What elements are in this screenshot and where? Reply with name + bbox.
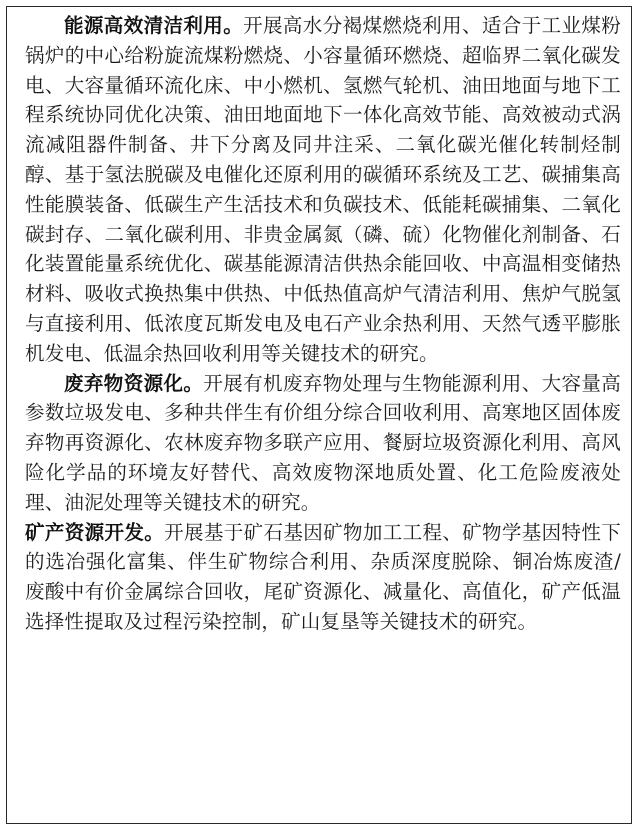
paragraph-heading-mineral: 矿产资源开发。 [25,520,165,544]
paragraph-waste [25,369,621,518]
bordered-text-box [6,6,632,824]
paragraph-mineral [25,518,621,637]
paragraph-body-waste: 开展有机废弃物处理与生物能源利用、大容量高参数垃圾发电、多种共伴生有价组分综合回收利用、高寒地区固体废弃物再资源化、农林废弃物多联产应用、餐厨垃圾资源化利用、高风险化学品的环境友好替代、高效废物深地质处置、化工危险废液处理、油泥处理等关键技术的研究。 [25,371,622,514]
document-body [25,11,621,637]
paragraph-energy [25,11,621,369]
paragraph-heading-energy: 能源高效清洁利用。 [64,14,244,37]
paragraph-body-energy: 开展高水分褐煤燃烧利用、适合于工业煤粉锅炉的中心给粉旋流煤粉燃烧、小容量循环燃烧、超临界二氧化碳发电、大容量循环流化床、中小燃机、氢燃气轮机、油田地面与地下工程系统协同优化决策、油田地面地下一体化高效节能、高效被动式涡流减阻器件制备、井下分离及同井注采、二氧化碳光催化转制烃制醇、基于氢法脱碳及电催化还原利用的碳循环系统及工艺、碳捕集高性能膜装备、低碳生产生活技术和负碳技术、低能耗碳捕集、二氧化碳封存、二氧化碳利用、非贵金属氮（磷、硫）化物催化剂制备、石化装置能量系统优化、碳基能源清洁供热余能回收、中高温相变储热材料、吸收式换热集中供热、中低热值高炉气清洁利用、焦炉气脱氢与直接利用、低浓度瓦斯发电及电石产业余热利用、天然气透平膨胀机发电、低温余热回收利用等关键技术的研究。 [25,14,621,365]
paragraph-heading-waste: 废弃物资源化。 [64,371,204,395]
paragraph-body-mineral: 开展基于矿石基因矿物加工工程、矿物学基因特性下的选冶强化富集、伴生矿物综合利用、杂质深度脱除、铜冶炼废渣/废酸中有价金属综合回收，尾矿资源化、减量化、高值化，矿产低温选择性提取及过程污染控制，矿山复垦等关键技术的研究。 [25,520,621,633]
